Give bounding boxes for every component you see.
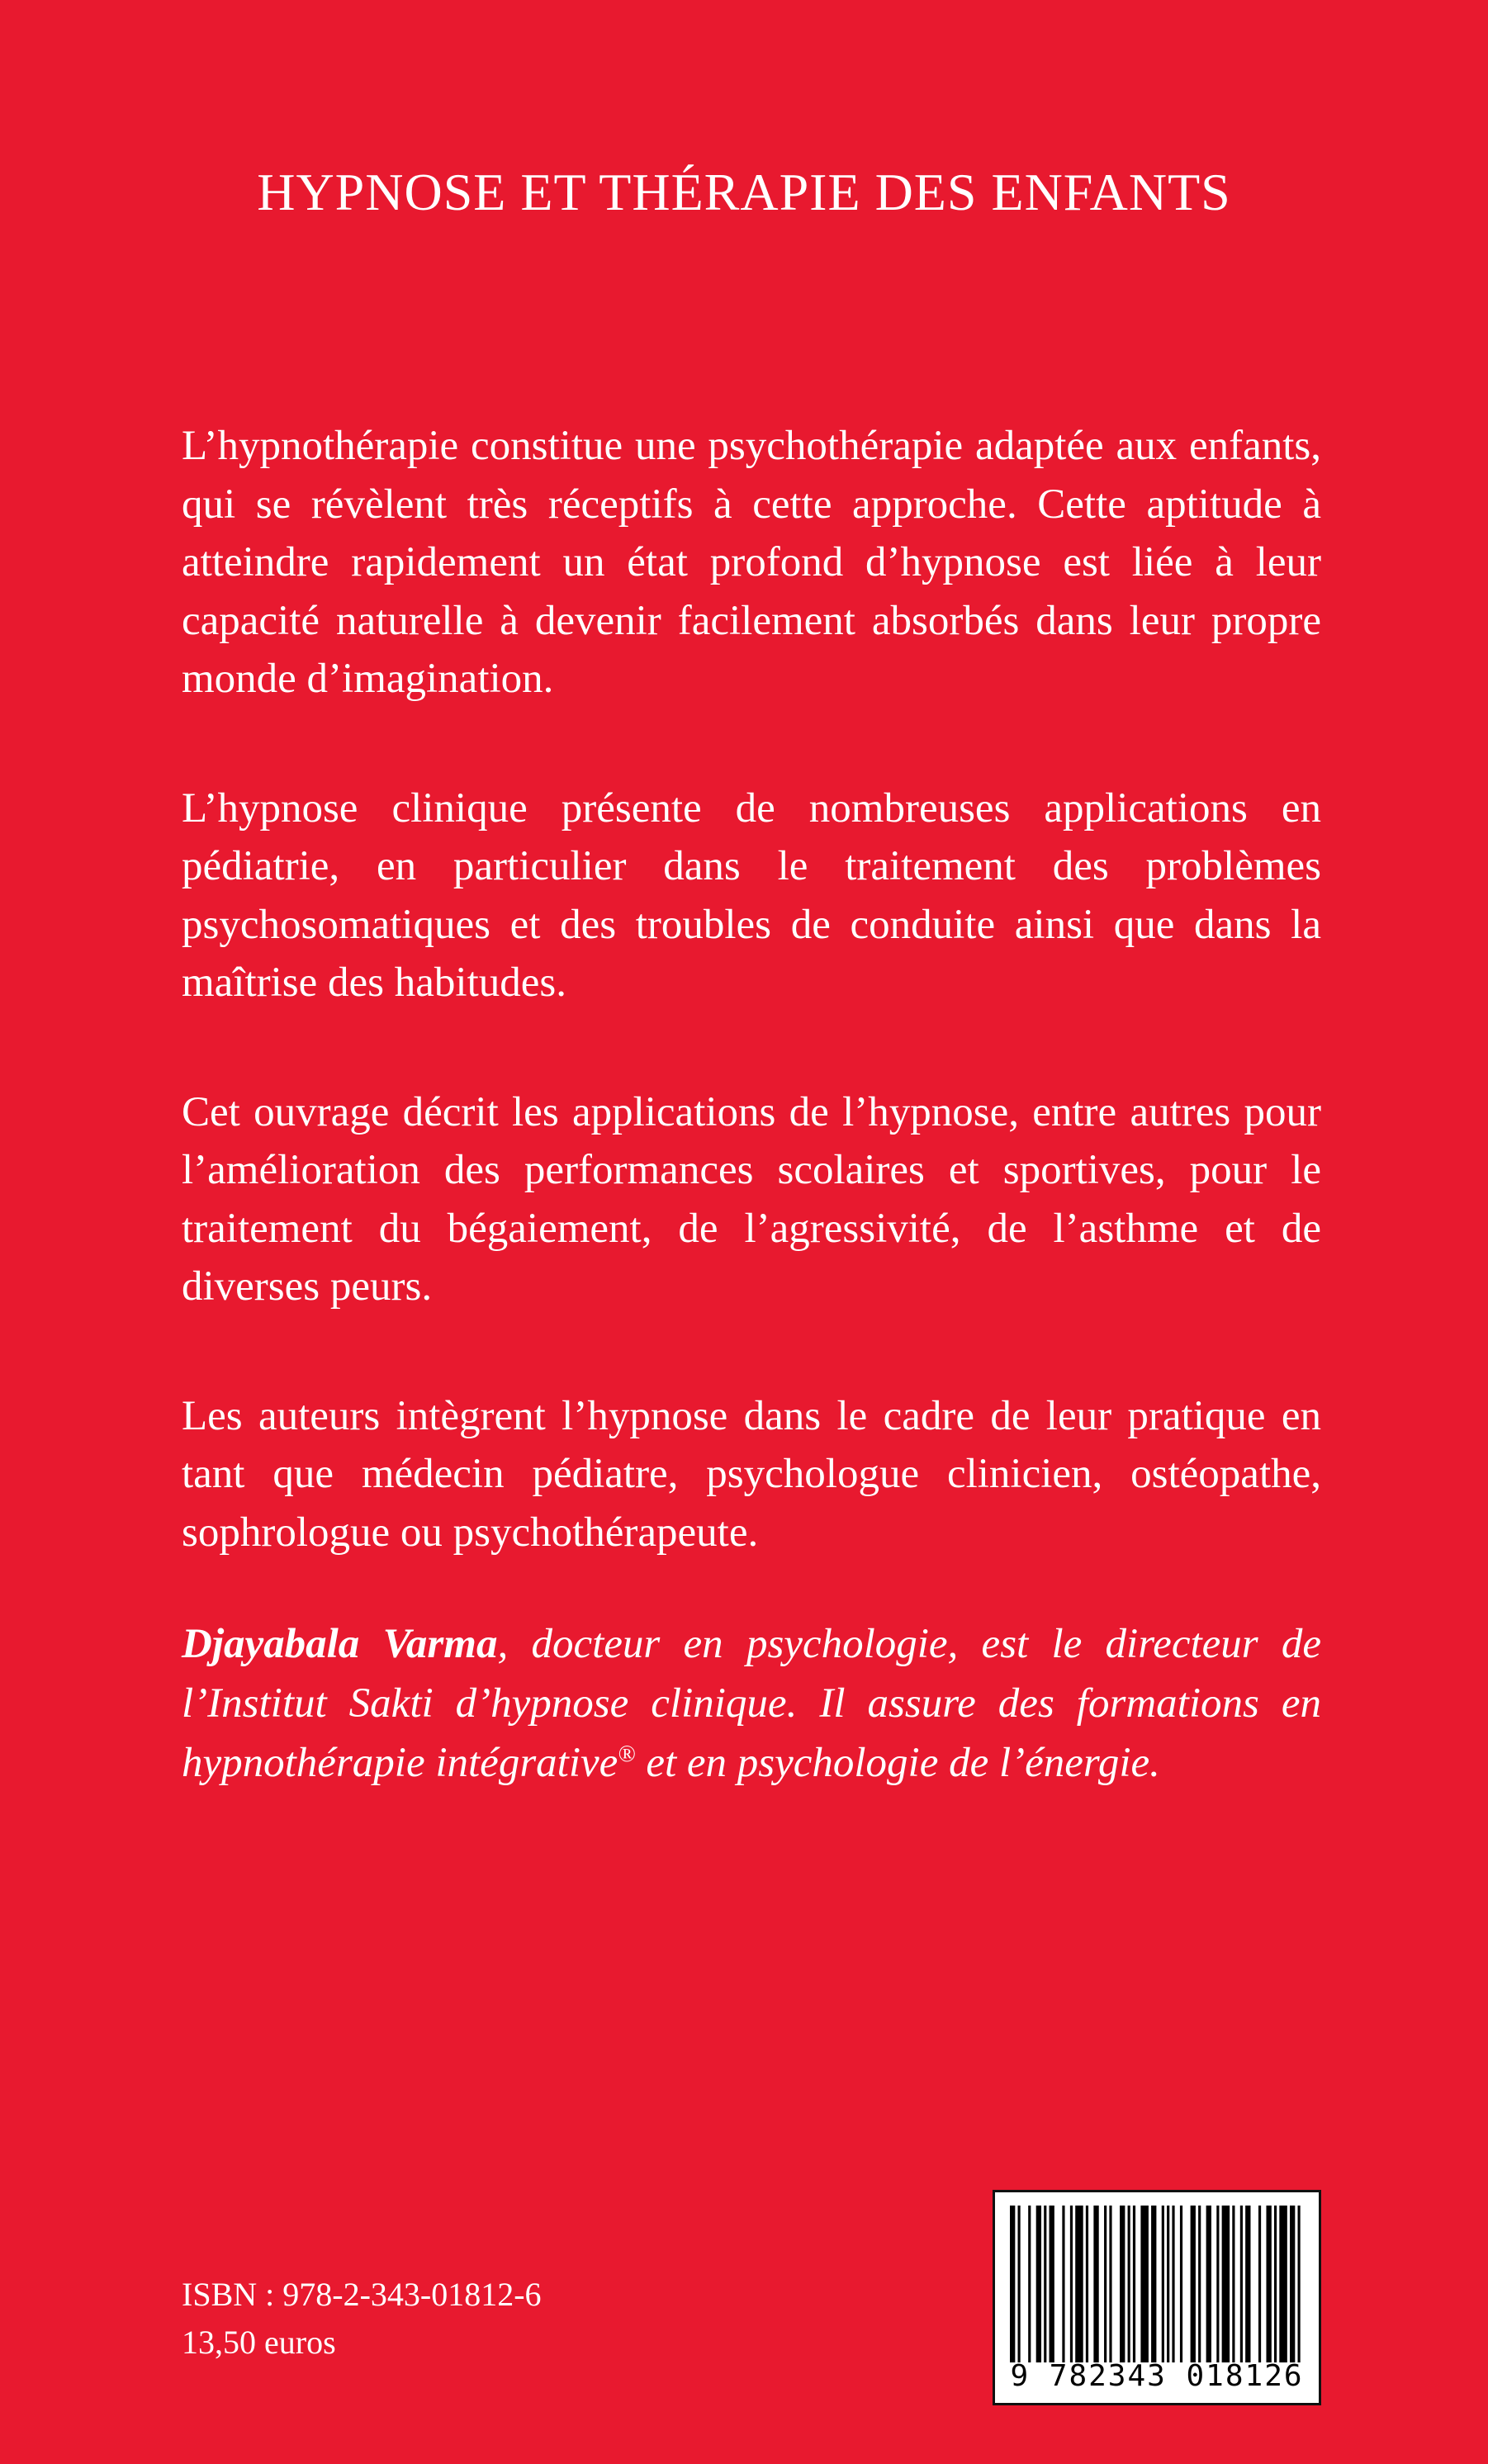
barcode-bar [1093,2206,1098,2362]
barcode-bar [1274,2206,1277,2362]
barcode-bar [1266,2206,1271,2362]
barcode-bar [1167,2206,1169,2362]
barcode-bar [1172,2206,1174,2362]
author-bio [182,1614,1321,1793]
book-title: HYPNOSE ET THÉRAPIE DES ENFANTS [257,163,1231,221]
barcode-bar [1036,2206,1041,2362]
blurb-paragraph-2: L’hypnose clinique présente de nombreuses applications en pédiatrie, en particulier dans le traitement des problèmes psychosomatiques et des troubles de conduite ainsi que dans la maîtrise des habitudes. [182,784,1321,1006]
isbn-label: ISBN : 978-2-343-01812-6 [182,2276,542,2313]
barcode-bar [1010,2206,1015,2362]
barcode-bar [1206,2206,1211,2362]
barcode-bar [1258,2206,1261,2362]
barcode-bar [1044,2206,1046,2362]
blurb-paragraph-4: Les auteurs intègrent l’hypnose dans le cadre de leur pratique en tant que médecin pédiatre, psychologue clinicien, ostéopathe, sophrologue ou psychothérapeute. [182,1392,1321,1556]
barcode-bars [1010,2206,1306,2362]
barcode-bar [1279,2206,1287,2362]
barcode-bar [1104,2206,1107,2362]
barcode-bar [1151,2206,1156,2362]
barcode-bar [1290,2206,1295,2362]
barcode-bar [1018,2206,1021,2362]
author-name: Djayabala Varma [182,1621,498,1667]
barcode-bar [1133,2206,1135,2362]
author-bio-text-2: et en psychologie de l’énergie. [635,1740,1160,1786]
barcode-bar [1120,2206,1125,2362]
barcode-bar [1075,2206,1083,2362]
barcode-bar [1232,2206,1234,2362]
barcode-bar [1298,2206,1301,2362]
barcode-bar [1109,2206,1111,2362]
barcode-bar [1222,2206,1230,2362]
barcode-bar [1070,2206,1073,2362]
blurb-paragraph-3: Cet ouvrage décrit les applications de l’hypnose, entre autres pour l’amélioration des performances scolaires et sportives, pour le traitement du bégaiement, de l’agressivité, de l’asthme et de diverses peurs. [182,1088,1321,1310]
barcode-bar [1180,2206,1182,2362]
blurb-paragraph-1: L’hypnothérapie constitue une psychothérapie adaptée aux enfants, qui se révèlent très réceptifs à cette approche. Cette aptitude à atteindre rapidement un état profond d’hypnose est liée à leur capacité naturelle à devenir facilement absorbés dans leur propre monde d’imagination. [182,423,1321,702]
barcode-bar [1140,2206,1149,2362]
barcode-bar [1216,2206,1219,2362]
barcode-bar [1128,2206,1130,2362]
blurb [182,417,1321,1632]
barcode-bar [1191,2206,1196,2362]
barcode-bar [1240,2206,1243,2362]
author-bio-text-1: , docteur en psychologie, est le directeur de l’Institut Sakti d’hypnose clinique. Il assure des formations en hypnothérapie intégrative [182,1621,1322,1786]
barcode-bar [1245,2206,1250,2362]
barcode-bar [1198,2206,1201,2362]
barcode-bar [1086,2206,1088,2362]
barcode-bar [1162,2206,1164,2362]
registered-trademark-mark: ® [618,1741,636,1767]
barcode [993,2190,1321,2405]
barcode-digits: 9 782343 018126 [1010,2359,1304,2393]
barcode-bar [1062,2206,1064,2362]
barcode-bar [1028,2206,1031,2362]
barcode-bar [1050,2206,1054,2362]
price-label: 13,50 euros [182,2324,336,2361]
